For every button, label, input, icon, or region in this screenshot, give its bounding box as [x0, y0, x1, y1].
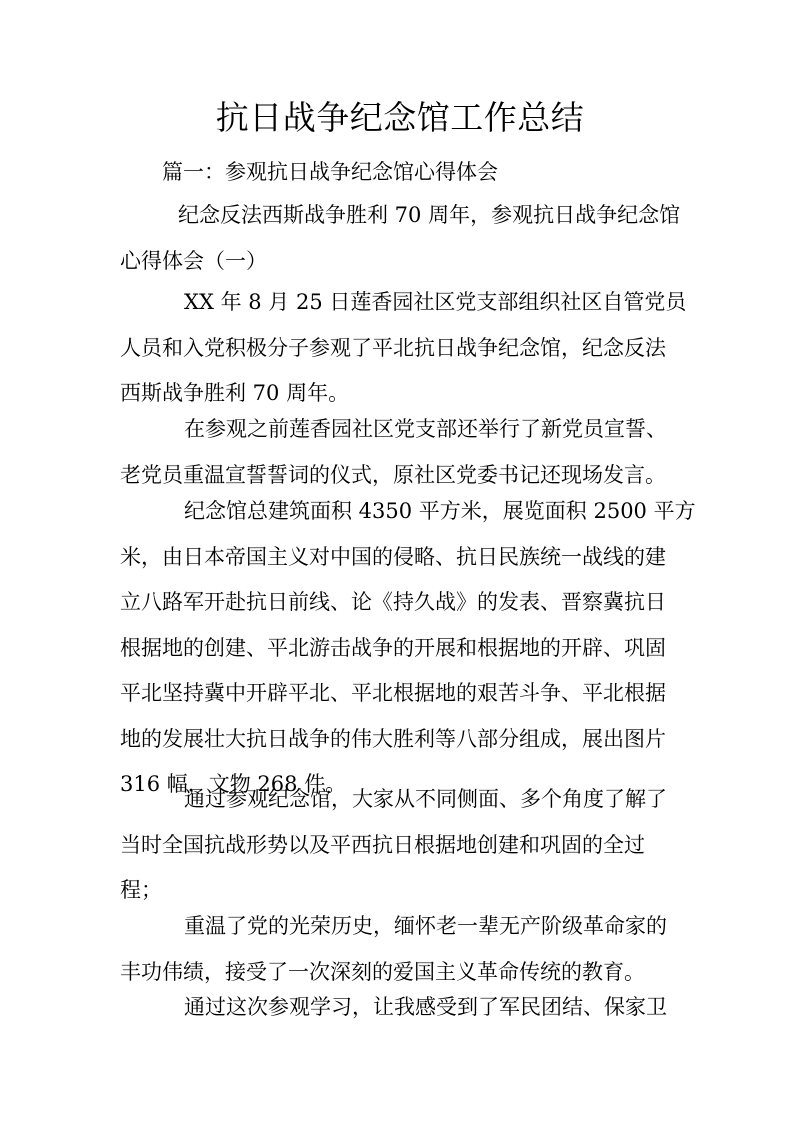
paragraph-1 — [120, 193, 690, 284]
paragraph-line: 丰功伟绩，接受了一次深刻的爱国主义革命传统的教育。 — [120, 959, 645, 984]
paragraph-line: 通过参观纪念馆，大家从不同侧面、多个角度了解了 — [184, 787, 667, 811]
paragraph-line: 纪念反法西斯战争胜利 70 周年，参观抗日战争纪念馆 — [178, 203, 681, 227]
paragraph-line: 当时全国抗战形势以及平西抗日根据地创建和巩固的全过 — [120, 832, 645, 857]
paragraph-line: XX 年 8 月 25 日莲香园社区党支部组织社区自管党员 — [184, 290, 687, 314]
paragraph-line: 重温了党的光荣历史，缅怀老一辈无产阶级革命家的 — [184, 914, 667, 938]
paragraph-line: 316 幅，文物 268 件。 — [120, 772, 347, 796]
paragraph-line: 心得体会（一） — [120, 248, 267, 273]
document-title: 抗日战争纪念馆工作总结 — [215, 98, 585, 137]
paragraph-line: 老党员重温宣誓誓词的仪式，原社区党委书记还现场发言。 — [120, 462, 666, 487]
paragraph-5 — [120, 777, 690, 914]
paragraph-2 — [120, 280, 690, 417]
paragraph-line: 通过这次参观学习，让我感受到了军民团结、保家卫 — [184, 995, 667, 1019]
paragraph-line: 根据地的创建、平北游击战争的开展和根据地的开辟、巩固 — [120, 635, 666, 660]
paragraph-7 — [120, 985, 690, 1031]
paragraph-line: 西斯战争胜利 70 周年。 — [120, 381, 350, 405]
paragraph-6 — [120, 904, 690, 995]
paragraph-line: 纪念馆总建筑面积 4350 平方米，展览面积 2500 平方 — [184, 499, 696, 523]
paragraph-line: 平北坚持冀中开辟平北、平北根据地的艰苦斗争、平北根据 — [120, 681, 666, 705]
paragraph-line: 程； — [120, 878, 162, 902]
paragraph-line: 地的发展壮大抗日战争的伟大胜利等八部分组成，展出图片 — [120, 726, 666, 751]
paragraph-line: 米，由日本帝国主义对中国的侵略、抗日民族统一战线的建 — [120, 544, 666, 569]
paragraph-line: 立八路军开赴抗日前线、论《持久战》的发表、晋察冀抗日 — [120, 590, 666, 614]
paragraph-line: 在参观之前莲香园社区党支部还举行了新党员宣誓、 — [184, 417, 667, 441]
paragraph-3 — [120, 407, 690, 498]
paragraph-line: 人员和入党积极分子参观了平北抗日战争纪念馆，纪念反法 — [120, 335, 666, 360]
paragraph-4 — [120, 489, 696, 808]
section-heading: 篇一：参观抗日战争纪念馆心得体会 — [162, 160, 498, 184]
